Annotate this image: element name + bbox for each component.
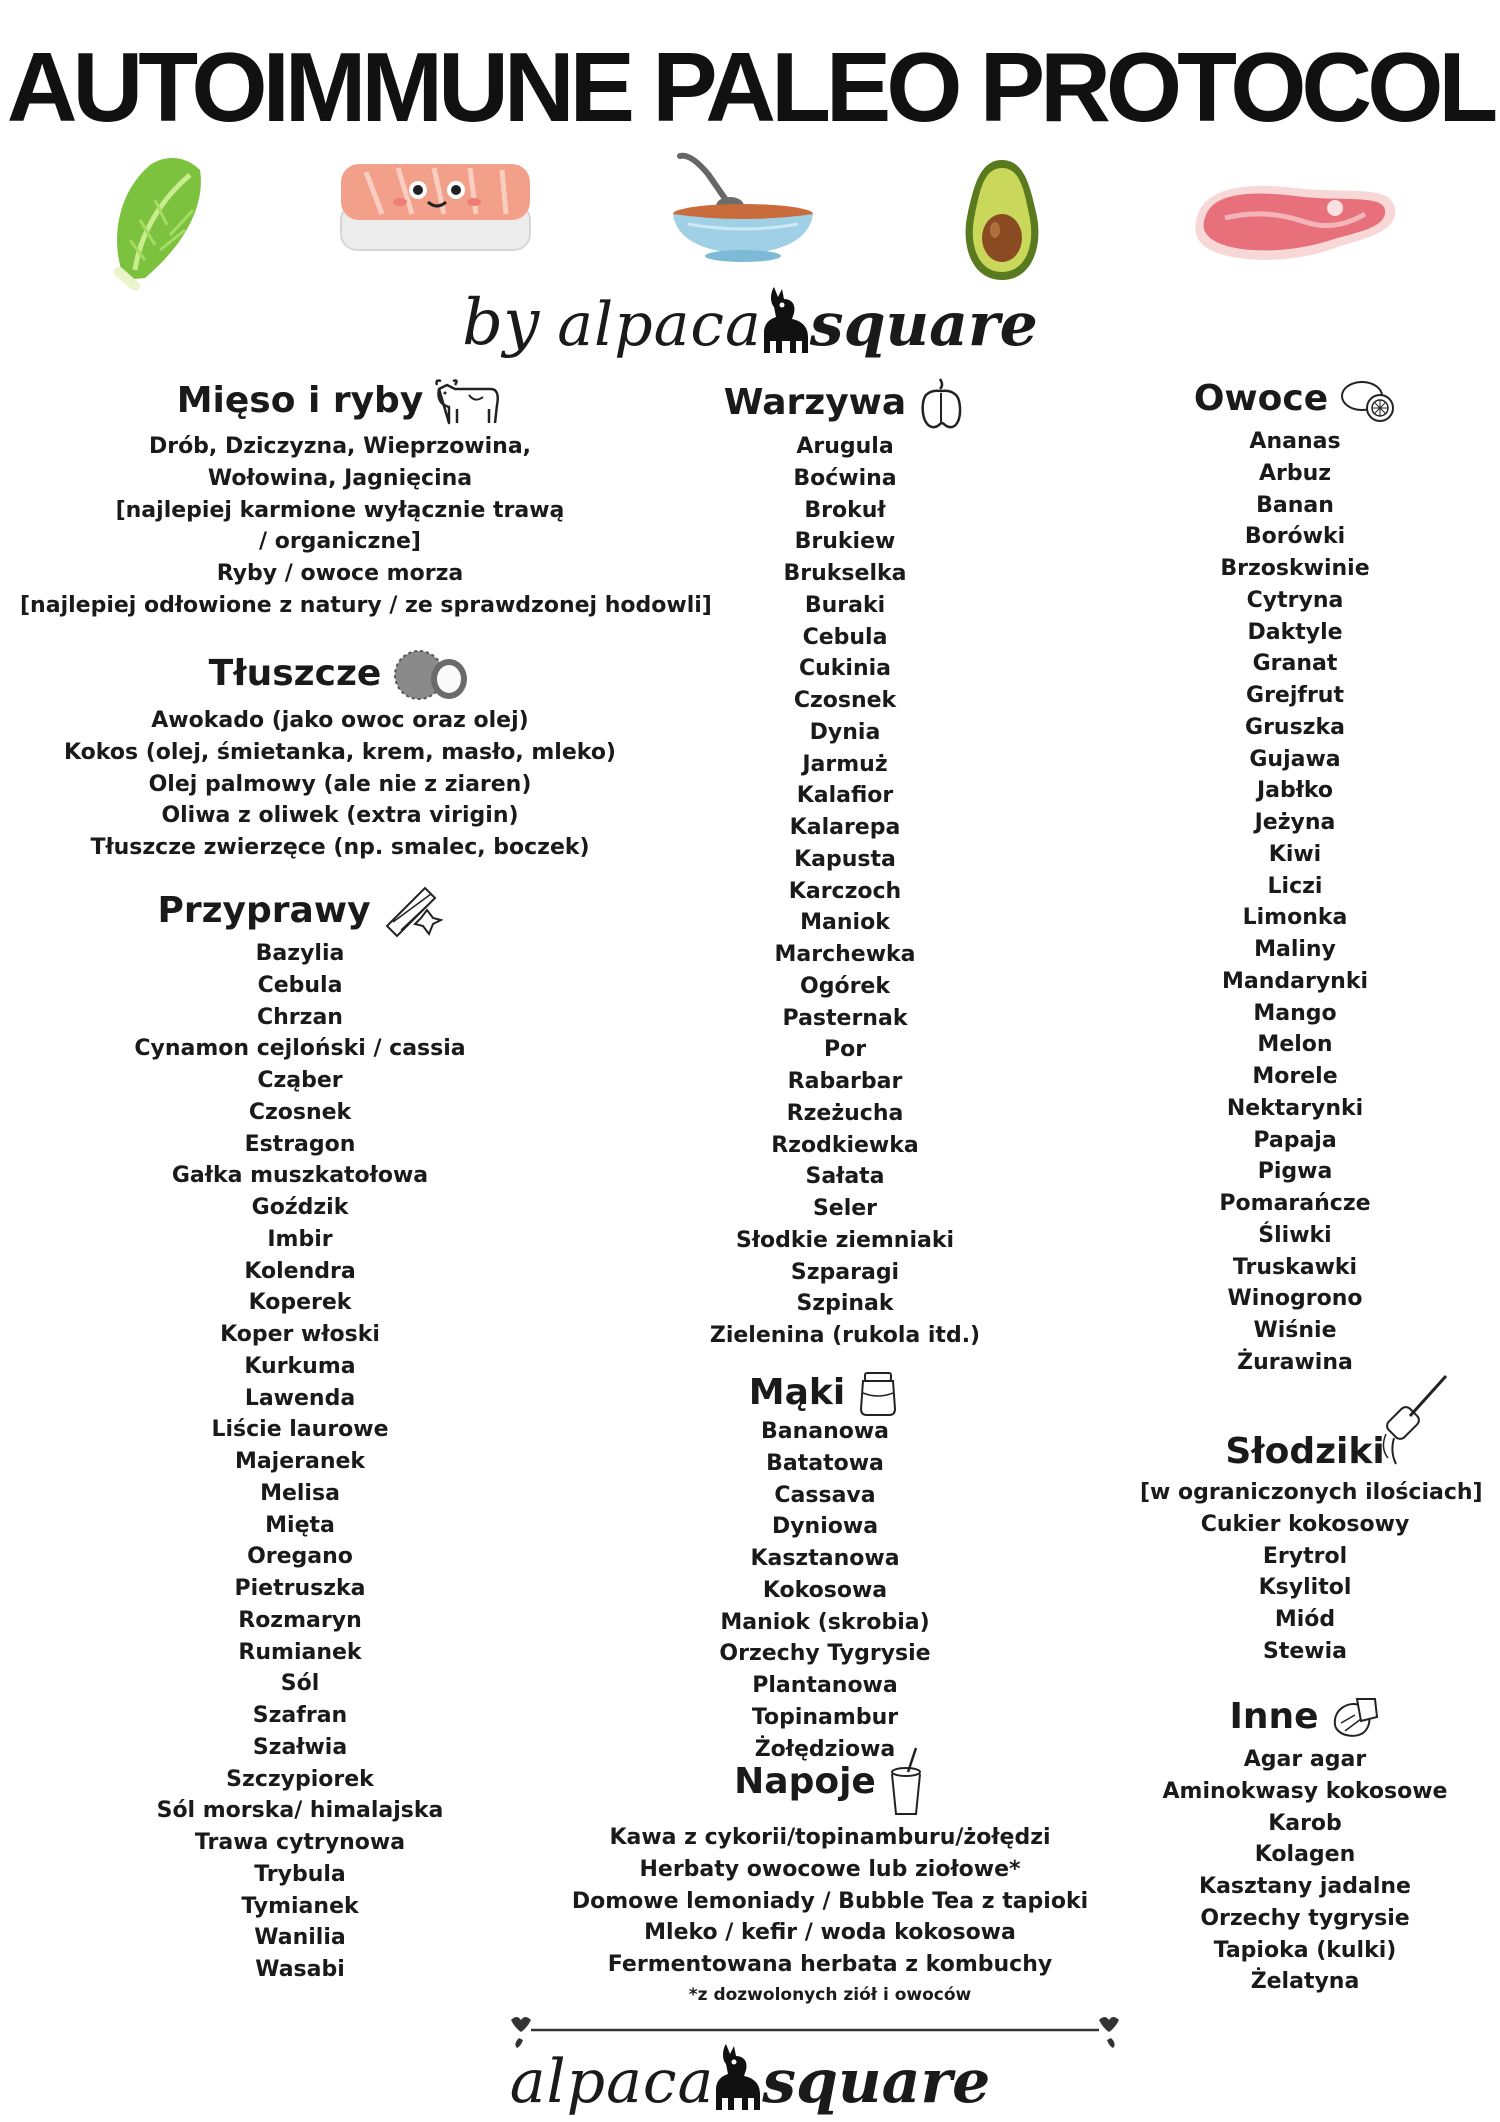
list-item: Szałwia xyxy=(252,1734,348,1760)
list-item: Tymianek xyxy=(241,1893,359,1919)
list-item: Awokado (jako owoc oraz olej) xyxy=(151,708,529,733)
list-item: Plantanowa xyxy=(752,1673,898,1698)
list-item: Orzechy Tygrysie xyxy=(719,1641,931,1667)
list-item: Grejfrut xyxy=(1246,683,1344,708)
list-item: Kokosowa xyxy=(762,1577,888,1603)
list-item: Trybula xyxy=(254,1861,346,1887)
list-item: Rozmaryn xyxy=(238,1607,362,1633)
list-item: Morele xyxy=(1252,1064,1338,1089)
list-item: Cebula xyxy=(257,972,343,998)
meat-fish-section xyxy=(20,375,712,622)
list-item: Granat xyxy=(1252,651,1338,677)
list-item: Cytryna xyxy=(1246,587,1344,613)
list-item: Mleko / kefir / woda kokosowa xyxy=(644,1920,1016,1946)
list-item: Wołowina, Jagnięcina xyxy=(207,465,473,491)
list-item: Daktyle xyxy=(1247,619,1343,645)
list-item: Cząber xyxy=(257,1068,343,1093)
list-item: Rzeżucha xyxy=(786,1100,904,1126)
vegetables-list xyxy=(650,431,1040,1352)
list-item: [w ograniczonych ilościach] xyxy=(1140,1480,1483,1505)
soup-bowl-icon xyxy=(668,152,818,262)
list-item: Orzechy tygrysie xyxy=(1200,1905,1410,1931)
drink-cup-icon xyxy=(886,1746,926,1818)
llama-icon xyxy=(762,285,810,355)
other-section xyxy=(1150,1690,1460,1998)
list-item: Koperek xyxy=(248,1290,352,1316)
fruits-heading: Owoce xyxy=(1193,378,1329,419)
nuts-icon xyxy=(1329,1695,1381,1739)
list-item: Erytrol xyxy=(1262,1543,1348,1569)
list-item: Marchewka xyxy=(774,942,916,967)
list-item: Banan xyxy=(1256,492,1334,518)
list-item: Żołędziowa xyxy=(754,1736,896,1762)
list-item: Czosnek xyxy=(793,688,897,713)
llama-icon xyxy=(714,2042,762,2112)
list-item: Winogrono xyxy=(1227,1286,1363,1312)
list-item: Aminokwasy kokosowe xyxy=(1162,1778,1448,1804)
pepper-icon xyxy=(916,375,966,431)
list-item: Domowe lemoniady / Bubble Tea z tapioki xyxy=(571,1888,1089,1914)
list-item: Chrzan xyxy=(257,1004,343,1030)
list-item: Rabarbar xyxy=(787,1069,903,1094)
list-item: Papaja xyxy=(1253,1127,1337,1153)
other-heading: Inne xyxy=(1229,1696,1319,1737)
list-item: Stewia xyxy=(1263,1638,1347,1664)
list-item: Jabłko xyxy=(1256,778,1334,804)
list-item: Gruszka xyxy=(1245,714,1345,740)
list-item: Brzoskwinie xyxy=(1220,556,1370,581)
list-item: Liście laurowe xyxy=(211,1417,389,1443)
flours-section xyxy=(670,1370,980,1765)
list-item: Brukselka xyxy=(783,561,907,586)
list-item: Bazylia xyxy=(255,941,345,966)
list-item: Trawa cytrynowa xyxy=(194,1830,406,1855)
list-item: Cukinia xyxy=(798,656,892,682)
spices-section xyxy=(20,884,580,1986)
list-item: Słodkie ziemniaki xyxy=(735,1227,955,1253)
list-item: Cukier kokosowy xyxy=(1200,1511,1410,1537)
salmon-sushi-icon xyxy=(338,158,533,254)
list-item: Miód xyxy=(1274,1607,1336,1632)
list-item: Wiśnie xyxy=(1253,1318,1337,1343)
list-item: Arugula xyxy=(796,434,894,459)
fats-heading: Tłuszcze xyxy=(208,653,382,694)
list-item: Szczypiorek xyxy=(226,1766,374,1792)
list-item: Żurawina xyxy=(1237,1349,1353,1375)
list-item: Karob xyxy=(1268,1810,1342,1836)
flour-jar-icon xyxy=(855,1369,901,1417)
list-item: Maliny xyxy=(1254,937,1336,962)
list-item: Czosnek xyxy=(248,1099,352,1125)
list-item: Brokuł xyxy=(804,497,886,523)
flours-heading: Mąki xyxy=(748,1372,846,1413)
list-item: Koper włoski xyxy=(220,1322,380,1347)
vegetables-heading: Warzywa xyxy=(723,382,907,423)
list-item: Kapusta xyxy=(794,846,896,872)
list-item: / organiczne] xyxy=(259,529,421,555)
list-item: Sól morska/ himalajska xyxy=(156,1798,444,1824)
list-item: Kolendra xyxy=(244,1258,356,1284)
list-item: Oregano xyxy=(247,1544,353,1570)
list-item: Ananas xyxy=(1249,429,1341,454)
brand-square: square xyxy=(762,2047,991,2117)
list-item: Sól xyxy=(280,1671,320,1697)
list-item: Liczi xyxy=(1267,873,1323,899)
list-item: Kalafior xyxy=(796,783,894,809)
list-item: Estragon xyxy=(244,1131,356,1157)
drinks-section xyxy=(570,1744,1090,2005)
sweeteners-section xyxy=(1140,1425,1483,1668)
list-item: Ogórek xyxy=(800,973,890,999)
fruits-list xyxy=(1150,426,1440,1379)
list-item: Mięta xyxy=(265,1512,335,1538)
list-item: Fermentowana herbata z kombuchy xyxy=(607,1952,1053,1977)
list-item: Por xyxy=(823,1037,867,1063)
drinks-list xyxy=(570,1822,1090,1981)
fruits-section xyxy=(1150,372,1440,1379)
list-item: Goździk xyxy=(251,1195,349,1220)
list-item: Ryby / owoce morza xyxy=(216,561,464,586)
list-item: Sałata xyxy=(805,1164,885,1190)
list-item: Arbuz xyxy=(1258,460,1332,486)
brand-logo-bottom xyxy=(0,2042,1500,2117)
list-item: Imbir xyxy=(267,1226,333,1252)
list-item: Kalarepa xyxy=(789,815,901,840)
list-item: Truskawki xyxy=(1232,1254,1358,1280)
list-item: Maniok xyxy=(800,910,890,936)
list-item: [najlepiej odłowione z natury / ze sprawdzonej hodowli] xyxy=(20,592,712,618)
list-item: Melisa xyxy=(260,1480,340,1506)
list-item: Bananowa xyxy=(760,1419,890,1444)
list-item: [najlepiej karmione wyłącznie trawą xyxy=(115,497,565,523)
list-item: Szpinak xyxy=(796,1291,894,1317)
avocado-icon xyxy=(960,156,1045,284)
list-item: Żelatyna xyxy=(1250,1969,1360,1995)
list-item: Tłuszcze zwierzęce (np. smalec, boczek) xyxy=(90,835,590,860)
list-item: Nektarynki xyxy=(1226,1095,1364,1121)
list-item: Maniok (skrobia) xyxy=(720,1609,930,1635)
list-item: Jeżyna xyxy=(1254,810,1336,835)
list-item: Batatowa xyxy=(766,1450,884,1476)
meat-fish-heading: Mięso i ryby xyxy=(176,380,424,421)
list-item: Wasabi xyxy=(255,1957,345,1982)
brand-alpaca: alpaca xyxy=(557,290,762,360)
list-item: Gałka muszkatołowa xyxy=(171,1163,429,1189)
list-item: Ksylitol xyxy=(1258,1575,1352,1601)
list-item: Cebula xyxy=(802,624,888,650)
cow-icon xyxy=(433,375,503,427)
list-item: Topinambur xyxy=(751,1704,899,1730)
fats-list xyxy=(20,705,660,864)
list-item: Rzodkiewka xyxy=(771,1132,919,1158)
drinks-heading: Napoje xyxy=(734,1761,876,1802)
spices-heading: Przyprawy xyxy=(157,890,371,931)
drinks-footnote: *z dozwolonych ziół i owoców xyxy=(688,1984,972,2005)
list-item: Kawa z cykorii/topinamburu/żołędzi xyxy=(609,1825,1051,1850)
list-item: Karczoch xyxy=(788,878,902,904)
list-item: Agar agar xyxy=(1243,1747,1367,1772)
flours-list xyxy=(670,1416,980,1765)
list-item: Mango xyxy=(1253,1000,1337,1026)
fats-section xyxy=(20,645,660,864)
list-item: Rumianek xyxy=(238,1639,362,1665)
list-item: Majeranek xyxy=(234,1449,366,1474)
list-item: Kurkuma xyxy=(244,1353,356,1379)
vegetables-section xyxy=(650,375,1040,1352)
list-item: Melon xyxy=(1257,1032,1333,1058)
list-item: Pomarańcze xyxy=(1219,1191,1371,1216)
list-item: Gujawa xyxy=(1249,746,1341,772)
sweeteners-list xyxy=(1140,1477,1483,1668)
list-item: Kiwi xyxy=(1268,841,1322,867)
list-item: Kasztany jadalne xyxy=(1199,1874,1411,1899)
other-list xyxy=(1150,1744,1460,1998)
list-item: Śliwki xyxy=(1258,1222,1332,1248)
list-item: Dynia xyxy=(809,719,881,745)
list-item: Wanilia xyxy=(254,1925,346,1951)
list-item: Pigwa xyxy=(1257,1159,1333,1185)
spices-icon xyxy=(381,882,443,940)
list-item: Olej palmowy (ale nie z ziaren) xyxy=(148,771,532,797)
lemon-icon xyxy=(1338,374,1396,424)
brand-square: square xyxy=(809,290,1038,360)
spices-list xyxy=(20,938,580,1986)
steak-icon xyxy=(1185,178,1400,268)
list-item: Cynamon cejloński / cassia xyxy=(134,1036,466,1062)
brand-by: by xyxy=(462,286,540,360)
list-item: Dyniowa xyxy=(771,1514,879,1540)
list-item: Herbaty owocowe lub ziołowe* xyxy=(639,1856,1021,1882)
list-item: Buraki xyxy=(804,592,886,618)
list-item: Tapioka (kulki) xyxy=(1213,1937,1397,1963)
list-item: Jarmuż xyxy=(802,751,888,777)
list-item: Kolagen xyxy=(1254,1842,1356,1868)
meat-fish-list xyxy=(20,431,712,622)
lettuce-icon xyxy=(105,150,210,290)
list-item: Lawenda xyxy=(244,1385,356,1411)
list-item: Limonka xyxy=(1242,905,1348,931)
coconut-icon xyxy=(391,645,471,703)
list-item: Drób, Dziczyzna, Wieprzowina, xyxy=(148,434,532,459)
list-item: Seler xyxy=(812,1196,878,1221)
list-item: Szparagi xyxy=(790,1259,900,1285)
brand-alpaca: alpaca xyxy=(509,2047,715,2117)
brand-logo xyxy=(0,285,1500,360)
list-item: Mandarynki xyxy=(1221,968,1369,994)
list-item: Pietruszka xyxy=(234,1576,366,1601)
page-title: AUTOIMMUNE PALEO PROTOCOL xyxy=(6,32,1494,142)
list-item: Zielenina (rukola itd.) xyxy=(709,1323,981,1348)
sweeteners-heading: Słodziki xyxy=(1225,1431,1385,1472)
list-item: Kasztanowa xyxy=(750,1546,900,1571)
list-item: Szafran xyxy=(252,1703,348,1728)
list-item: Pasternak xyxy=(782,1005,908,1031)
list-item: Borówki xyxy=(1244,524,1346,550)
list-item: Kokos (olej, śmietanka, krem, masło, mleko) xyxy=(64,739,616,765)
list-item: Cassava xyxy=(774,1482,876,1508)
list-item: Oliwa z oliwek (extra virigin) xyxy=(161,803,519,829)
list-item: Brukiew xyxy=(794,529,896,555)
list-item: Boćwina xyxy=(793,465,897,491)
